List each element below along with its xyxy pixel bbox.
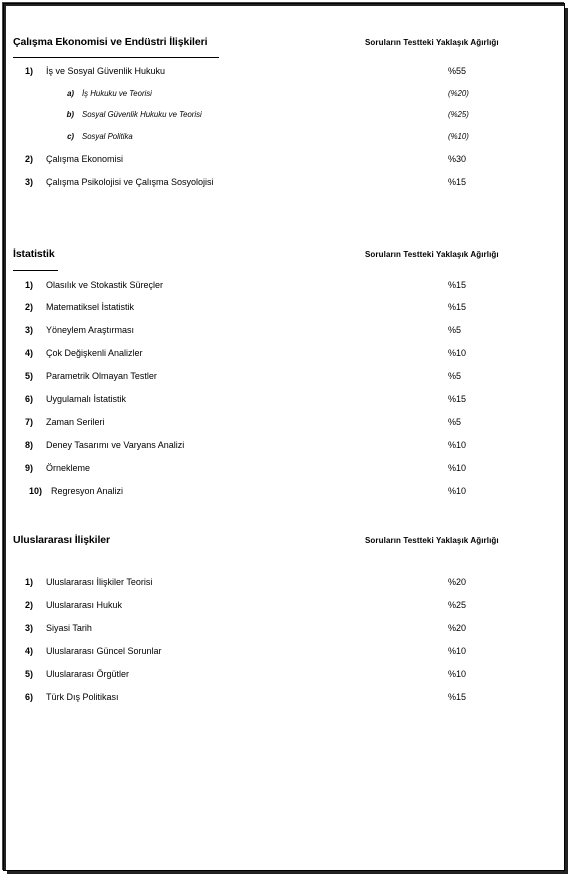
list-item [4,348,564,362]
item-weight: (%10) [448,132,469,141]
item-number: 3) [24,325,33,335]
item-weight: %20 [448,623,467,633]
list-subitem [4,110,564,124]
item-label: Çalışma Psikolojisi ve Çalışma Sosyolojisi [46,177,214,187]
item-number: 10) [28,486,42,496]
item-number: 4) [24,646,33,656]
item-number: 8) [24,440,33,450]
list-item [4,600,564,614]
item-number: 6) [24,692,33,702]
item-number: a) [67,89,74,98]
list-item [4,325,564,339]
item-number: 2) [24,154,33,164]
item-weight: %20 [448,577,467,587]
item-label: Matematiksel İstatistik [46,302,135,312]
item-weight: %5 [448,325,462,335]
item-weight: %15 [448,394,467,404]
item-label: Türk Dış Politikası [46,692,119,702]
item-label: Örnekleme [46,463,91,473]
item-weight: %10 [448,486,467,496]
item-label: Uluslararası İlişkiler Teorisi [46,577,153,587]
item-number: 2) [24,302,33,312]
list-item [4,486,564,500]
item-label: Parametrik Olmayan Testler [46,371,157,381]
item-weight: %5 [448,417,462,427]
item-weight: %25 [448,600,467,610]
list-item [4,302,564,316]
item-number: 9) [24,463,33,473]
item-number: 5) [24,371,33,381]
item-label: Çalışma Ekonomisi [46,154,124,164]
item-label: İş Hukuku ve Teorisi [82,89,152,98]
item-label: Uluslararası Güncel Sorunlar [46,646,162,656]
item-label: Uygulamalı İstatistik [46,394,127,404]
list-item [4,623,564,637]
weight-header-uluslararasi: Soruların Testteki Yaklaşık Ağırlığı [365,536,499,545]
list-item [4,177,564,191]
list-subitem [4,132,564,146]
item-label: Sosyal Güvenlik Hukuku ve Teorisi [82,110,202,119]
item-weight: %15 [448,280,467,290]
item-weight: %55 [448,66,467,76]
section-underline [13,57,219,58]
item-number: 3) [24,623,33,633]
weight-header-calisma: Soruların Testteki Yaklaşık Ağırlığı [365,38,499,47]
page-shadow [7,871,568,874]
item-number: c) [67,132,74,141]
item-weight: (%20) [448,89,469,98]
section-underline [13,270,58,271]
list-item [4,66,564,80]
item-label: Deney Tasarımı ve Varyans Analizi [46,440,185,450]
list-item [4,371,564,385]
list-item [4,692,564,706]
weight-header-istatistik: Soruların Testteki Yaklaşık Ağırlığı [365,250,499,259]
item-number: 3) [24,177,33,187]
item-label: İş ve Sosyal Güvenlik Hukuku [46,66,166,76]
item-number: 6) [24,394,33,404]
item-weight: %15 [448,177,467,187]
list-subitem [4,89,564,103]
item-weight: %10 [448,669,467,679]
item-label: Çok Değişkenli Analizler [46,348,143,358]
item-weight: %15 [448,692,467,702]
item-label: Zaman Serileri [46,417,105,427]
item-weight: %10 [448,463,467,473]
list-item [4,154,564,168]
item-weight: %30 [448,154,467,164]
item-number: b) [66,110,74,119]
list-item [4,417,564,431]
item-weight: %5 [448,371,462,381]
item-label: Yöneylem Araştırması [46,325,135,335]
item-weight: %10 [448,348,467,358]
item-label: Sosyal Politika [82,132,133,141]
item-label: Regresyon Analizi [51,486,124,496]
item-weight: %10 [448,646,467,656]
item-number: 4) [24,348,33,358]
document-page [3,3,565,871]
item-weight: %10 [448,440,467,450]
list-item [4,394,564,408]
item-label: Siyasi Tarih [46,623,92,633]
list-item [4,646,564,660]
section-title-calisma: Çalışma Ekonomisi ve Endüstri İlişkileri [13,36,208,48]
item-label: Olasılık ve Stokastik Süreçler [46,280,164,290]
item-number: 7) [24,417,33,427]
item-number: 1) [24,66,33,76]
item-number: 5) [24,669,33,679]
item-number: 1) [24,577,33,587]
item-number: 2) [24,600,33,610]
list-item [4,440,564,454]
list-item [4,669,564,683]
list-item [4,463,564,477]
item-number: 1) [24,280,33,290]
item-label: Uluslararası Örgütler [46,669,130,679]
list-item [4,577,564,591]
section-title-istatistik: İstatistik [13,248,55,260]
section-title-uluslararasi: Uluslararası İlişkiler [13,534,111,546]
list-item [4,280,564,294]
item-weight: %15 [448,302,467,312]
item-label: Uluslararası Hukuk [46,600,123,610]
item-weight: (%25) [448,110,469,119]
